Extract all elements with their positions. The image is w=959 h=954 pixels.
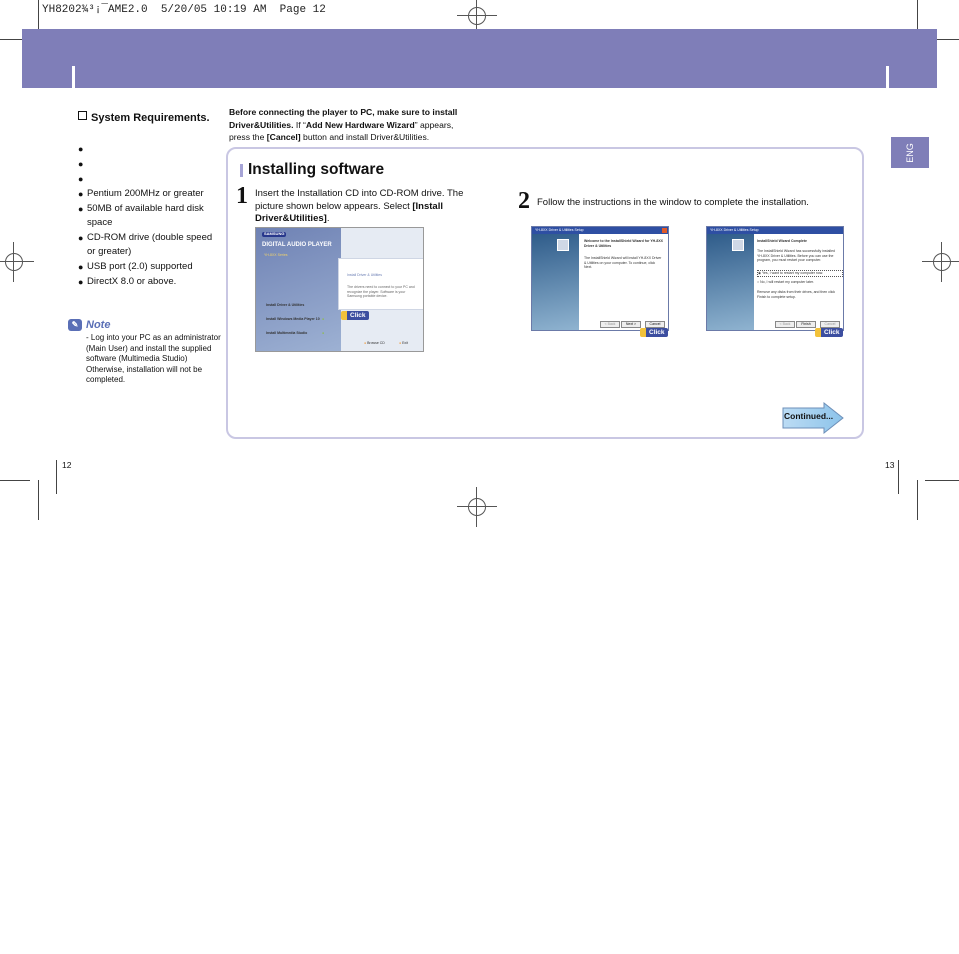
note-heading: ✎ Note: [68, 319, 110, 331]
click-badge: Click: [341, 311, 369, 320]
checkbox-square-icon: [78, 111, 87, 120]
finish-button: Finish: [796, 321, 816, 328]
autorun-screenshot: [255, 227, 424, 352]
page-number-right: 13: [885, 460, 895, 470]
print-slug: YH8202¾³¡¯AME2.0 5/20/05 10:19 AM Page 12: [42, 4, 326, 16]
registration-mark: [922, 242, 959, 282]
bullet-icon: ●: [78, 277, 84, 287]
list-item: ● Pentium 200MHz or greater: [78, 188, 204, 199]
band-notch: [886, 66, 889, 88]
registration-mark: [0, 242, 34, 282]
menu-dot-icon: ●: [322, 331, 325, 335]
crop-mark: [56, 460, 57, 494]
continued-arrow: [782, 402, 844, 434]
requirements-list: [78, 142, 218, 290]
list-item: ● DirectX 8.0 or above.: [78, 276, 177, 287]
crop-mark: [925, 480, 959, 481]
crop-mark: [0, 480, 30, 481]
bullet-icon: ●: [78, 204, 84, 214]
system-requirements-heading: System Requirements.: [78, 111, 210, 124]
bullet-icon: ●: [78, 144, 84, 154]
setup-complete-screenshot: YH-8XX Driver & Utilities Setup InstallShield Wizard Complete The InstallShield Wizard has successfully installed YH-8XX Driver & Utilities. Before you can use the program, you must restart your computer. ◉ Yes, I want to restart my computer now. ○ No, I will restart my computer later. Remove any disks from their drives, and then click Finish to complete setup. < Back Finish Cancel: [706, 226, 844, 331]
click-badge: Click: [640, 328, 668, 337]
menu-item-install-studio: Install Multimedia Studio: [266, 331, 308, 335]
language-tab: ENG: [891, 137, 929, 168]
continued-label: Continued...: [784, 411, 834, 421]
back-button: < Back: [600, 321, 620, 328]
note-body: - Log into your PC as an administrator (Main User) and install the supplied software (Multimedia Studio) Otherwise, installation will not be completed.: [86, 333, 221, 385]
title-bar-accent: [240, 164, 243, 177]
intro-paragraph: Before connecting the player to PC, make sure to install Driver&Utilities. If “Add New Hardware Wizard” appears, press the [Cancel] button and install Driver&Utilities.: [229, 107, 458, 142]
page-number-left: 12: [62, 460, 72, 470]
bullet-icon: ●: [78, 189, 84, 199]
menu-dot-icon: ●: [322, 317, 325, 321]
crop-mark: [38, 480, 39, 520]
crop-mark: [917, 480, 918, 520]
click-badge: Click: [815, 328, 843, 337]
step-number-2: 2: [518, 188, 530, 214]
list-item: ● CD-ROM drive (double speed or greater): [78, 232, 213, 257]
step-number-1: 1: [236, 183, 248, 209]
exit-link: ● Exit: [399, 341, 408, 345]
restart-later-radio: ○ No, I will restart my computer later.: [757, 280, 814, 284]
header-band: [22, 29, 937, 88]
band-notch: [72, 66, 75, 88]
back-button: < Back: [775, 321, 795, 328]
registration-mark: [457, 487, 497, 527]
cancel-button: Cancel: [645, 321, 665, 328]
step-1-text: Insert the Installation CD into CD-ROM drive. The picture shown below appears. Select [Install Driver&Utilities].: [255, 188, 464, 224]
menu-item-install-driver: Install Driver & Utilities: [266, 303, 305, 307]
setup-icon: [732, 239, 744, 251]
list-item: [78, 142, 218, 156]
list-item: [78, 172, 218, 186]
list-item: [78, 157, 218, 171]
bullet-icon: ●: [78, 262, 84, 272]
list-item: ● 50MB of available hard disk space: [78, 203, 204, 228]
section-title: Installing software: [240, 161, 384, 179]
list-item: ● USB port (2.0) supported: [78, 261, 193, 272]
step-2-text: Follow the instructions in the window to complete the installation.: [537, 197, 809, 208]
cancel-button: Cancel: [820, 321, 840, 328]
brand-logo: SAMSUNG: [264, 231, 285, 236]
bullet-icon: ●: [78, 159, 84, 169]
autorun-subtitle: YH-8XX Series: [264, 253, 288, 257]
pencil-icon: ✎: [68, 319, 82, 331]
crop-mark: [898, 460, 899, 494]
next-button: Next >: [621, 321, 641, 328]
close-icon: [662, 228, 667, 233]
bullet-icon: ●: [78, 233, 84, 243]
bullet-icon: ●: [78, 174, 84, 184]
restart-now-radio: ◉ Yes, I want to restart my computer now.: [757, 270, 843, 277]
setup-welcome-screenshot: YH-8XX Driver & Utilities Setup Welcome to the InstallShield Wizard for YH-8XX Driver & Utilities The InstallShield Wizard will install YH-8XX Driver & Utilities on your computer. To continue, click Next. < Back Next > Cancel: [531, 226, 669, 331]
browse-cd-link: ● Browse CD: [364, 341, 385, 345]
autorun-title: DIGITAL AUDIO PLAYER: [262, 242, 332, 248]
setup-icon: [557, 239, 569, 251]
autorun-info-panel: Install Driver & Utilities The drivers need to connect to your PC and recognize the player. Software is your Samsung portable device.: [338, 258, 424, 310]
menu-item-install-wmp: Install Windows Media Player 10: [266, 317, 320, 321]
